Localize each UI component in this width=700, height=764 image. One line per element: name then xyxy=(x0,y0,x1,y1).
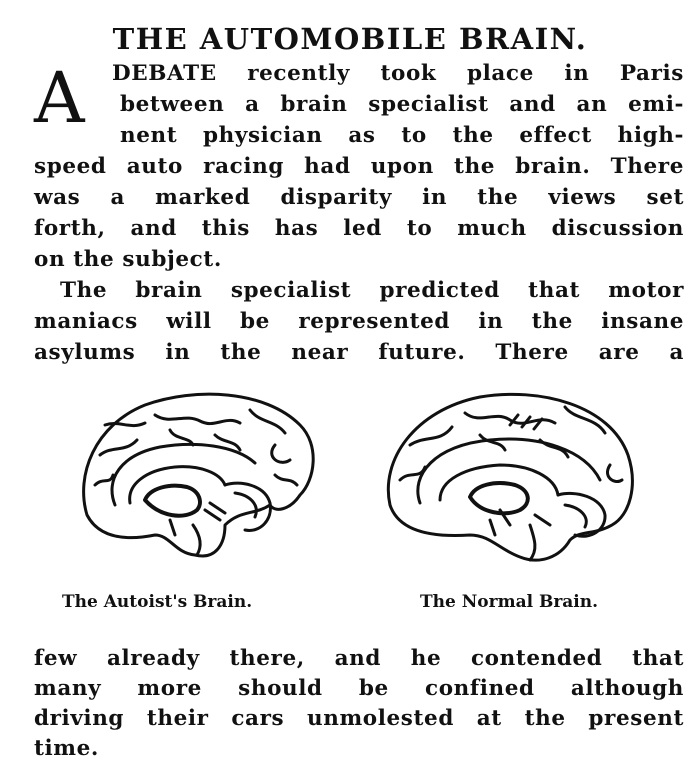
article-line: few already there, and he contended that xyxy=(34,646,684,671)
article-line: many more should be confined although xyxy=(34,676,684,701)
article-line: nent physician as to the effect high- xyxy=(120,123,684,148)
figure-caption-normal: The Normal Brain. xyxy=(420,592,599,612)
article-line: maniacs will be represented in the insane xyxy=(34,309,684,334)
headline: THE AUTOMOBILE BRAIN. xyxy=(112,22,588,56)
figure-caption-autoist: The Autoist's Brain. xyxy=(62,592,253,612)
autoist-brain-illustration xyxy=(75,385,315,575)
article-line: speed auto racing had upon the brain. There xyxy=(34,154,684,179)
normal-brain-illustration xyxy=(380,385,635,575)
article-line: time. xyxy=(34,736,100,761)
brain-drawing xyxy=(380,385,635,575)
article-line: on the subject. xyxy=(34,247,222,272)
article-line: forth, and this has led to much discussion xyxy=(34,216,684,241)
article-line: driving their cars unmolested at the present xyxy=(34,706,684,731)
article-line: was a marked disparity in the views set xyxy=(34,185,684,210)
article-line: DEBATE recently took place in Paris xyxy=(112,61,684,86)
article-line: The brain specialist predicted that motor xyxy=(60,278,684,303)
article-line: asylums in the near future. There are a xyxy=(34,340,684,365)
brain-drawing xyxy=(75,385,315,575)
drop-cap: A xyxy=(34,57,85,139)
article-line: between a brain specialist and an emi- xyxy=(120,92,684,117)
